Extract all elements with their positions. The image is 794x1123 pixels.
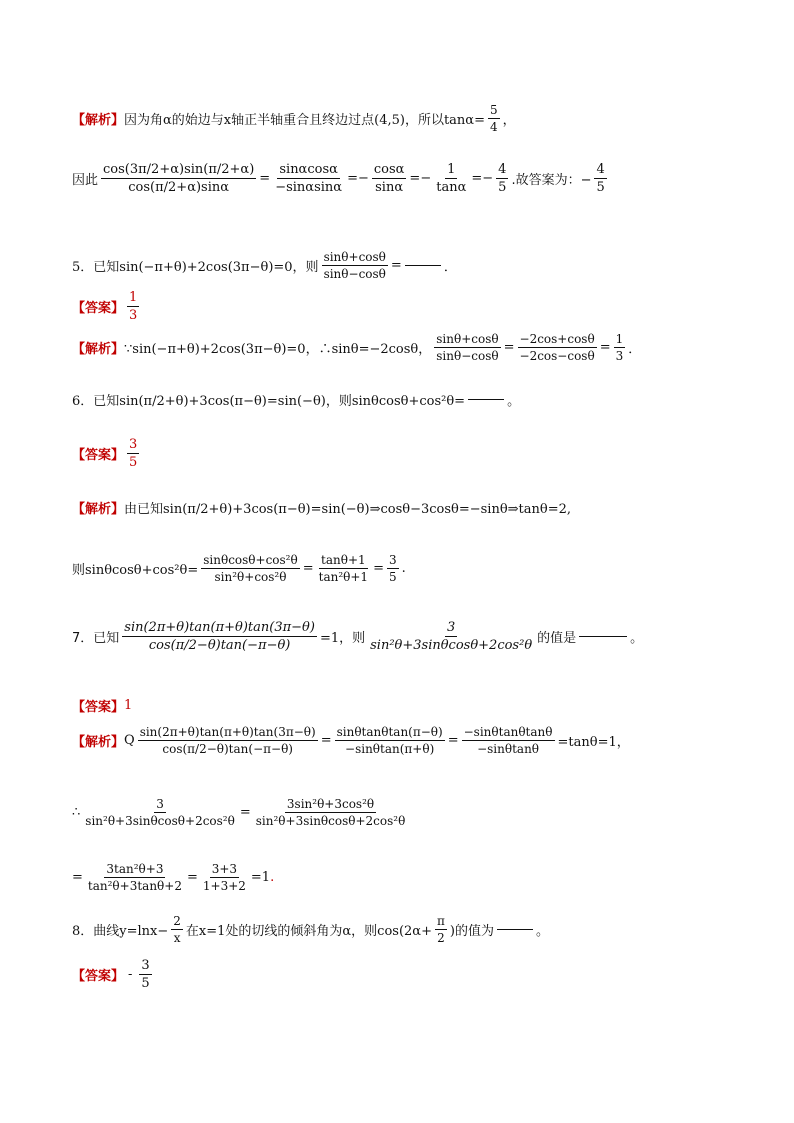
fraction: $\frac{\cos\alpha}{\sin\alpha}$ bbox=[373, 162, 405, 195]
fraction: $\frac{\text{3tan²θ+3}}{\text{tan²θ+3tanθ+2}}$ bbox=[87, 862, 182, 893]
lhs-fraction: $\frac{\cos(3\pi/2+\alpha)\sin(\pi/2+\alpha)}{\cos(\pi/2+\alpha)\sin\alpha}$ bbox=[103, 162, 255, 195]
analysis-4-line2: 因此 $\frac{\cos(3\pi/2+\alpha)\sin(\pi/2+\alpha)}{\cos(\pi/2+\alpha)\sin\alpha}$ = $\frac{\sin\alpha\cos\alpha}{-\sin\alpha\sin\alpha}$ =− $\frac{\cos\alpha}{\sin\alpha}$ =− $\frac{1}{\tan\alpha}$ =− $\frac{4}{5}$ .故答案为：− $\frac{4}{5}$ bbox=[72, 162, 605, 195]
fraction: $\frac{\sin(2\pi+\theta)\tan(\pi+\theta)\tan(3\pi-\theta)}{\cos(\pi/2-\theta)\tan(-\pi-\theta)}$ bbox=[124, 620, 315, 653]
fraction: $\frac{-2\cos+\cos\theta}{-2\cos-\cos\theta}$ bbox=[519, 332, 595, 363]
fraction: $\frac{\sin\theta\tan\theta\tan(\pi-\theta)}{-\sin\theta\tan(\pi+\theta)}$ bbox=[336, 725, 443, 756]
analysis-5: 【解析】 ∵sin(−π+θ)+2cos(3π−θ)=0，∴sinθ=−2cosθ， $\frac{\sin\theta+\cos\theta}{\sin\theta-\cos\theta}$ = $\frac{-2\cos+\cos\theta}{-2\cos-\cos\theta}$ = $\frac{1}{3}$ ． bbox=[72, 332, 642, 363]
fraction: $\frac{\text{sinθcosθ+cos²θ}}{\text{sin²θ+cos²θ}}$ bbox=[203, 553, 298, 584]
analysis-6-line2: 则sinθcosθ+cos²θ= $\frac{\text{sinθcosθ+cos²θ}}{\text{sin²θ+cos²θ}}$ = $\frac{\tan\theta+1}{\text{tan²θ+1}}$ = $\frac{3}{5}$ . bbox=[72, 553, 406, 584]
answer-blank bbox=[497, 929, 533, 930]
fraction: $\frac{4}{5}$ bbox=[498, 162, 507, 195]
analysis-7-line3: = $\frac{\text{3tan²θ+3}}{\text{tan²θ+3tanθ+2}}$ = $\frac{3+3}{1+3+2}$ =1 . bbox=[72, 862, 275, 893]
answer-6: 【答案】 $\frac{3}{5}$ bbox=[72, 437, 138, 470]
analysis-tag: 【解析】 bbox=[72, 113, 125, 128]
analysis-4-line1: 【解析】 因为角α的始边与x轴正半轴重合且终边过点(4,5)，所以tanα= $\frac{5}{4}$ ， bbox=[72, 103, 516, 134]
question-6: 6．已知sin(π/2+θ)+3cos(π−θ)=sin(−θ)，则sinθcosθ+cos²θ= 。 bbox=[72, 394, 521, 409]
fraction: $\frac{\pi}{2}$ bbox=[436, 914, 445, 945]
answer-blank bbox=[579, 636, 627, 637]
fraction: $\frac{\sin(2\pi+\theta)\tan(\pi+\theta)\tan(3\pi-\theta)}{\cos(\pi/2-\theta)\tan(-\pi-\theta)}$ bbox=[139, 725, 316, 756]
answer-blank bbox=[468, 399, 504, 400]
fraction: $\frac{3}{5}$ bbox=[388, 553, 397, 584]
fraction: $\frac{\tan\theta+1}{\text{tan²θ+1}}$ bbox=[318, 553, 369, 584]
question-7: 7．已知 $\frac{\sin(2\pi+\theta)\tan(\pi+\theta)\tan(3\pi-\theta)}{\cos(\pi/2-\theta)\tan(-\pi-\theta)}$ =1，则 $\frac{3}{\text{sin²θ+3sinθcosθ+2cos²θ}}$ 的值是 。 bbox=[72, 620, 644, 653]
fraction: $\frac{5}{4}$ bbox=[489, 103, 498, 134]
analysis-text: 因为角α的始边与x轴正半轴重合且终边过点(4,5)，所以tanα= bbox=[124, 113, 485, 128]
fraction: $\frac{-\sin\theta\tan\theta\tan\theta}{-\sin\theta\tan\theta}$ bbox=[463, 725, 553, 756]
fraction: $\frac{3}{\text{sin²θ+3sinθcosθ+2cos²θ}}$ bbox=[85, 797, 235, 828]
fraction: $\frac{1}{3}$ bbox=[615, 332, 624, 363]
answer-fraction: $\frac{3}{5}$ bbox=[129, 437, 138, 470]
fraction: $\frac{3}{\text{sin²θ+3sinθcosθ+2cos²θ}}$ bbox=[370, 620, 533, 653]
answer-7: 【答案】 1 bbox=[72, 698, 133, 715]
question-8: 8．曲线y=lnx− $\frac{2}{x}$ 在x=1处的切线的倾斜角为α，则cos(2α+ $\frac{\pi}{2}$ )的值为 。 bbox=[72, 914, 549, 945]
fraction: $\frac{3+3}{1+3+2}$ bbox=[202, 862, 246, 893]
answer-fraction: $\frac{3}{5}$ bbox=[141, 958, 150, 991]
fraction: $\frac{2}{x}$ bbox=[173, 914, 181, 945]
answer-fraction: $\frac{4}{5}$ bbox=[596, 162, 605, 195]
fraction: $\frac{\text{3sin²θ+3cos²θ}}{\text{sin²θ+3sinθcosθ+2cos²θ}}$ bbox=[255, 797, 406, 828]
analysis-7-line1: 【解析】 Q $\frac{\sin(2\pi+\theta)\tan(\pi+\theta)\tan(3\pi-\theta)}{\cos(\pi/2-\theta)\tan(-\pi-\theta)}$ = $\frac{\sin\theta\tan\theta\tan(\pi-\theta)}{-\sin\theta\tan(\pi+\theta)}$ = $\frac{-\sin\theta\tan\theta\tan\theta}{-\sin\theta\tan\theta}$ =tanθ=1， bbox=[72, 725, 630, 756]
answer-5: 【答案】 $\frac{1}{3}$ bbox=[72, 290, 138, 323]
fraction: $\frac{1}{\tan\alpha}$ bbox=[436, 162, 467, 195]
answer-8: 【答案】 - $\frac{3}{5}$ bbox=[72, 958, 150, 991]
fraction: $\frac{\sin\theta+\cos\theta}{\sin\theta-\cos\theta}$ bbox=[323, 250, 386, 281]
analysis-6-line1: 【解析】 由已知sin(π/2+θ)+3cos(π−θ)=sin(−θ)⇒cosθ−3cosθ=−sinθ⇒tanθ=2, bbox=[72, 502, 572, 517]
analysis-7-line2: ∴ $\frac{3}{\text{sin²θ+3sinθcosθ+2cos²θ}}$ = $\frac{\text{3sin²θ+3cos²θ}}{\text{sin²θ+3sinθcosθ+2cos²θ}}$ bbox=[72, 797, 406, 828]
question-5: 5．已知sin(−π+θ)+2cos(3π−θ)=0，则 $\frac{\sin\theta+\cos\theta}{\sin\theta-\cos\theta}$ = ． bbox=[72, 250, 457, 281]
answer-blank bbox=[405, 265, 441, 266]
fraction: $\frac{\sin\theta+\cos\theta}{\sin\theta-\cos\theta}$ bbox=[436, 332, 499, 363]
answer-fraction: $\frac{1}{3}$ bbox=[129, 290, 138, 323]
fraction: $\frac{\sin\alpha\cos\alpha}{-\sin\alpha\sin\alpha}$ bbox=[275, 162, 343, 195]
